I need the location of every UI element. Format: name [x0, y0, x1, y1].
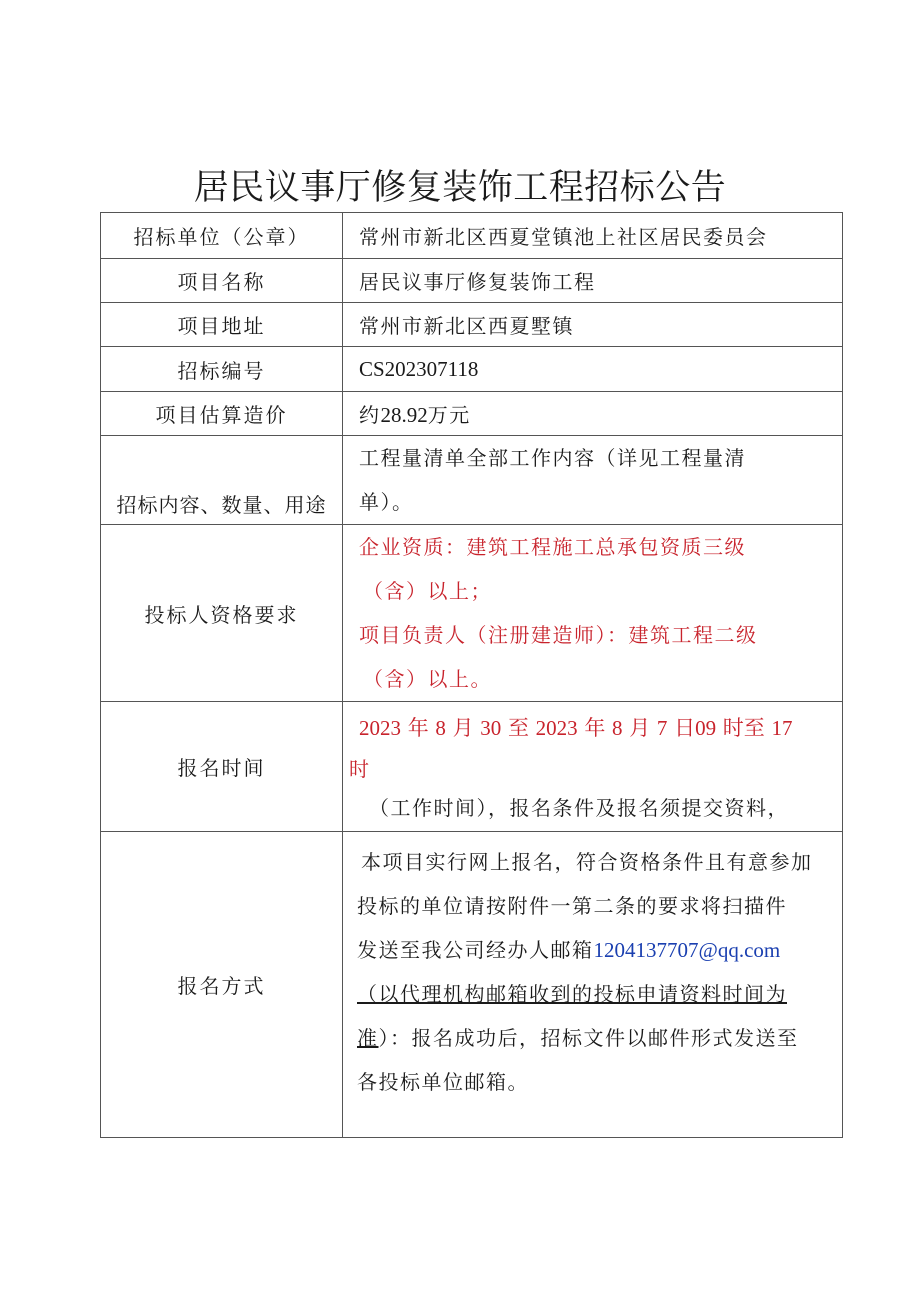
content-label: 招标内容、数量、用途 — [101, 436, 343, 525]
qualification-value — [343, 525, 843, 702]
table-row — [101, 702, 843, 832]
project-name-value: 居民议事厅修复装饰工程 — [343, 259, 843, 303]
qualification-line-4: （含）以上。 — [363, 667, 492, 691]
estimated-cost-value — [343, 392, 843, 436]
start-year: 2023 — [359, 715, 401, 740]
project-address-label: 项目地址 — [101, 303, 343, 347]
registration-method-label: 报名方式 — [101, 832, 343, 1138]
project-name-label: 项目名称 — [101, 259, 343, 303]
tender-number-value — [343, 347, 843, 392]
registration-method-value — [343, 832, 843, 1138]
end-year: 2023 — [535, 715, 578, 740]
cost-prefix: 约 — [359, 403, 381, 427]
method-line-5-text: ）：报名成功后，招标文件以邮件形式发送至 — [378, 1026, 799, 1050]
notice-table — [100, 212, 843, 1138]
to-char: 至 — [507, 715, 529, 740]
hour-to-char: 时至 — [722, 715, 765, 740]
table-row — [101, 347, 843, 392]
registration-time-line-1 — [349, 706, 842, 750]
table-row — [101, 213, 843, 259]
start-month: 8 — [435, 715, 446, 740]
end-hour: 17 — [771, 715, 793, 740]
content-line-1: 工程量清单全部工作内容（详见工程量清 — [359, 446, 746, 470]
table-row — [101, 259, 843, 303]
method-line-3-text: 发送至我公司经办人邮箱 — [357, 938, 594, 962]
table-row — [101, 303, 843, 347]
month-char: 月 — [452, 715, 474, 740]
table-row — [101, 392, 843, 436]
start-day: 30 — [480, 715, 502, 740]
tender-number-label: 招标编号 — [101, 347, 343, 392]
method-line-6: 各投标单位邮箱。 — [357, 1070, 529, 1094]
year-char: 年 — [407, 715, 429, 740]
table-row — [101, 525, 843, 702]
qualification-line-3: 项目负责人（注册建造师）：建筑工程二级 — [359, 623, 758, 647]
registration-time-value — [343, 702, 843, 832]
method-line-5 — [357, 1016, 842, 1060]
qualification-line-2: （含）以上； — [363, 579, 492, 603]
method-line-5-underlined: 准 — [357, 1026, 379, 1050]
cost-unit: 万元 — [427, 403, 471, 427]
registration-time-label: 报名时间 — [101, 702, 343, 832]
method-line-4: （以代理机构邮箱收到的投标申请资料时间为 — [357, 982, 787, 1006]
cost-amount: 28.92 — [380, 403, 428, 427]
page-title: 居民议事厅修复装饰工程招标公告 — [193, 168, 727, 208]
qualification-line-1: 企业资质：建筑工程施工总承包资质三级 — [359, 535, 746, 559]
estimated-cost-label: 项目估算造价 — [101, 392, 343, 436]
tenderer-value: 常州市新北区西夏堂镇池上社区居民委员会 — [343, 213, 843, 259]
start-hour: 09 — [695, 715, 717, 740]
qualification-label: 投标人资格要求 — [101, 525, 343, 702]
end-month: 8 — [612, 715, 623, 740]
table-row — [101, 436, 843, 525]
registration-time-line-2: 时 — [349, 756, 371, 781]
day-char: 日 — [674, 715, 696, 740]
method-line-1: 本项目实行网上报名，符合资格条件且有意参加 — [361, 850, 813, 874]
content-value — [343, 436, 843, 525]
tender-number-text: CS202307118 — [359, 356, 479, 381]
agent-email-link[interactable]: 1204137707@qq.com — [593, 938, 781, 962]
end-day: 7 — [656, 715, 668, 740]
method-line-2: 投标的单位请按附件一第二条的要求将扫描件 — [357, 894, 787, 918]
method-line-3 — [357, 928, 842, 972]
tenderer-label: 招标单位（公章） — [101, 213, 343, 259]
registration-time-line-3: （工作时间），报名条件及报名须提交资料， — [369, 795, 789, 820]
project-address-value: 常州市新北区西夏墅镇 — [343, 303, 843, 347]
month-char: 月 — [629, 715, 651, 740]
content-line-2: 单）。 — [359, 490, 414, 514]
year-char: 年 — [584, 715, 606, 740]
table-row — [101, 832, 843, 1138]
